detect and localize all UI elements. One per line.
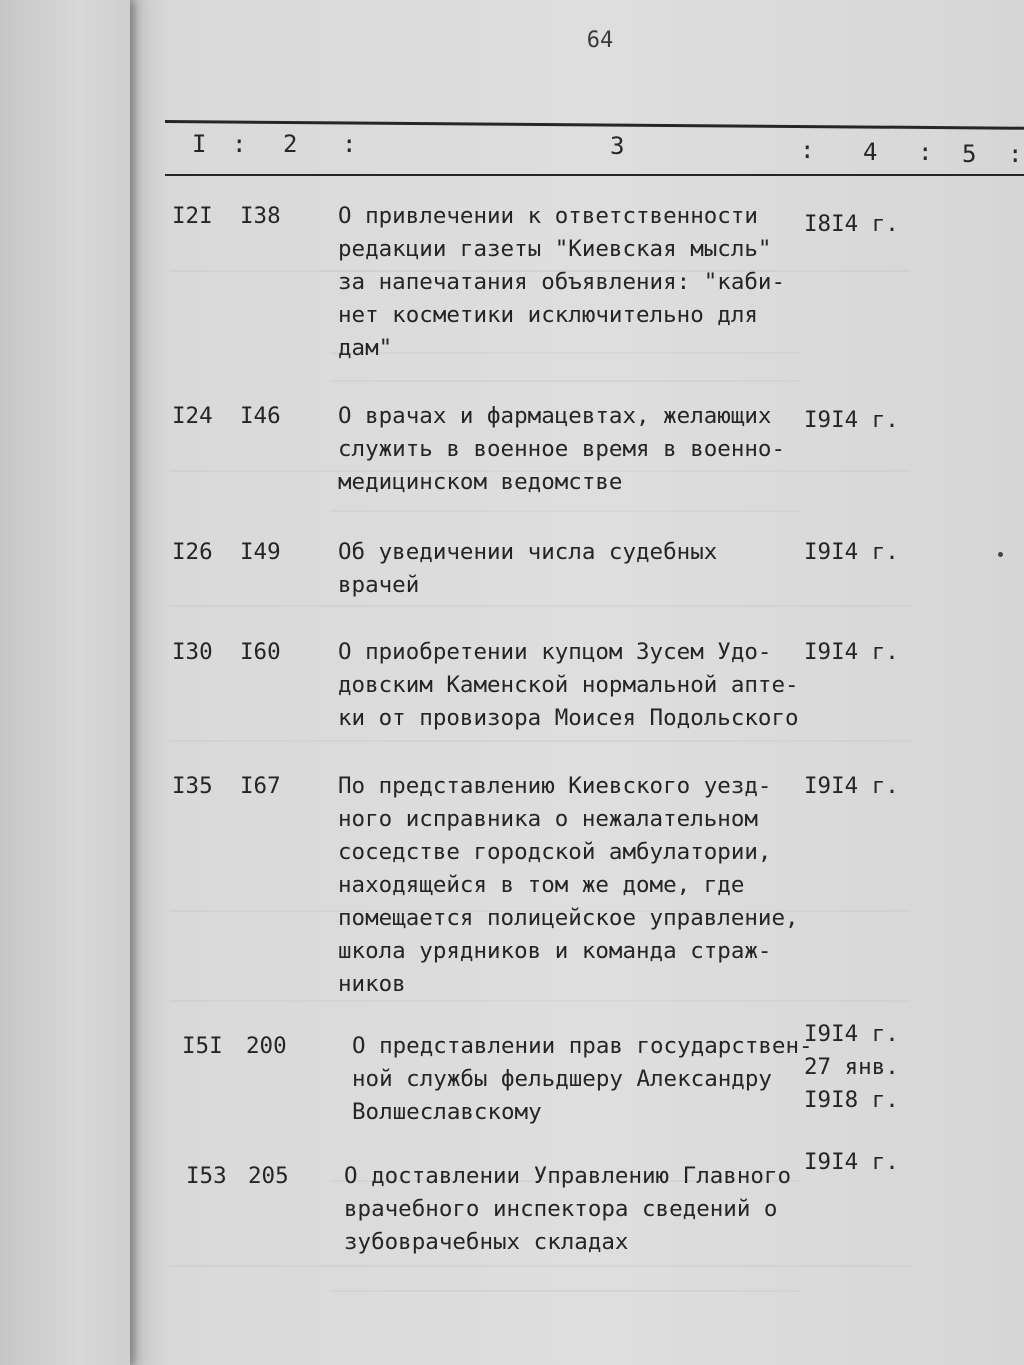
- row-date: I9I4 г.: [804, 773, 899, 799]
- row-case-number: 200: [246, 1033, 287, 1059]
- header-col-2: 2: [283, 130, 298, 158]
- bleed-through-line: [330, 510, 800, 512]
- row-title: О представлении прав государствен- ной службы фельдшеру Александру Волшеславскому: [352, 1033, 813, 1125]
- header-col-5: 5: [962, 140, 977, 168]
- row-date: I9I4 г. 27 янв. I9I8 г.: [804, 1021, 899, 1113]
- row-number: I53: [186, 1163, 227, 1189]
- row-case-number: I67: [240, 773, 281, 799]
- stray-mark: [998, 552, 1003, 557]
- row-case-number: 205: [248, 1163, 289, 1189]
- row-case-number: I46: [240, 403, 281, 429]
- row-case-number: I38: [240, 203, 281, 229]
- header-col-4: 4: [863, 138, 878, 166]
- row-number: I30: [172, 639, 213, 665]
- row-number: I24: [172, 403, 213, 429]
- header-separator: :: [342, 130, 357, 158]
- adjacent-page-edge: [0, 0, 130, 1365]
- row-case-number: I49: [240, 539, 281, 565]
- row-title: О приобретении купцом Зусем Удо- довским Каменской нормальной апте- ки от провизора Моисея Подольского: [338, 639, 799, 731]
- header-top-rule: [165, 120, 1024, 130]
- header-separator: :: [800, 136, 815, 164]
- row-number: I5I: [182, 1033, 223, 1059]
- row-number: I2I: [172, 203, 213, 229]
- row-date: I9I4 г.: [804, 1149, 899, 1175]
- page-number: 64: [586, 28, 614, 53]
- row-date: I9I4 г.: [804, 639, 899, 665]
- row-number: I35: [172, 773, 213, 799]
- header-separator: :: [918, 138, 933, 166]
- row-case-number: I60: [240, 639, 281, 665]
- row-date: I8I4 г.: [804, 211, 899, 237]
- row-number: I26: [172, 539, 213, 565]
- header-col-3: 3: [610, 132, 625, 160]
- bleed-through-line: [170, 1265, 910, 1267]
- header-separator: :: [1008, 140, 1023, 168]
- header-col-1: I: [192, 130, 207, 158]
- row-title: О доставлении Управлению Главного врачебного инспектора сведений о зубоврачебных складах: [344, 1163, 792, 1255]
- bleed-through-line: [330, 1290, 800, 1292]
- header-separator: :: [232, 130, 247, 158]
- bleed-through-line: [170, 605, 910, 607]
- row-title: Об уведичении числа судебных врачей: [338, 539, 718, 598]
- row-date: I9I4 г.: [804, 539, 899, 565]
- row-title: О привлечении к ответственности редакции газеты "Киевская мысль" за напечатания объявления: "каби- нет косметики исключительно для дам": [338, 203, 786, 361]
- bleed-through-line: [170, 740, 910, 742]
- row-title: По представлению Киевского уезд- ного исправника о нежалательном соседстве городской амбулатории, находящейся в том же доме, где помещается полицейское управление, школа урядников и команда страж- ников: [338, 773, 799, 997]
- bleed-through-line: [330, 380, 800, 382]
- row-title: О врачах и фармацевтах, желающих служить в военное время в военно- медицинском ведомстве: [338, 403, 786, 495]
- row-date: I9I4 г.: [804, 407, 899, 433]
- header-bottom-rule: [165, 174, 1024, 176]
